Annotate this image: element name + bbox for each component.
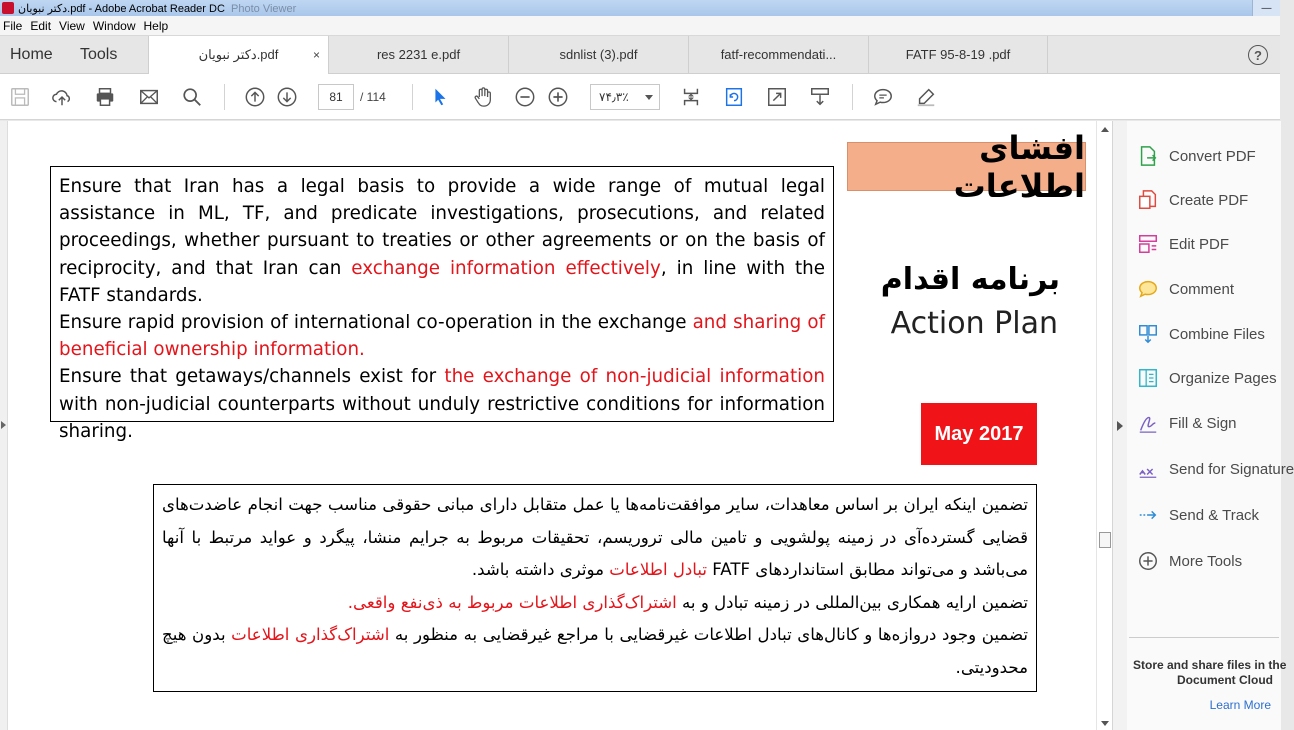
zoom-out-icon[interactable] <box>513 85 537 109</box>
doc-tab-label: res 2231 e.pdf <box>376 47 461 62</box>
previous-page-icon[interactable] <box>243 85 267 109</box>
full-screen-icon[interactable] <box>765 85 789 109</box>
chevron-down-icon <box>645 95 653 100</box>
rotate-page-icon[interactable] <box>722 85 746 109</box>
tool-organize-pages[interactable]: Organize Pages <box>1137 365 1277 391</box>
toolbar-divider <box>412 84 413 110</box>
tool-create-pdf[interactable]: Create PDF <box>1137 187 1248 213</box>
highlight-pen-icon[interactable] <box>914 85 938 109</box>
acrobat-app-icon <box>2 2 14 14</box>
tools-pane-list <box>1127 121 1294 730</box>
learn-more-link[interactable]: Learn More <box>1209 698 1271 712</box>
scroll-up-icon[interactable] <box>1101 127 1109 132</box>
action-plan-persian: برنامه اقدام <box>880 262 1060 297</box>
create-pdf-icon <box>1137 189 1159 211</box>
persian-text-box <box>153 484 1037 692</box>
tool-convert-pdf[interactable]: Convert PDF <box>1137 143 1256 169</box>
action-plan-english: Action Plan <box>890 306 1058 341</box>
send-track-icon <box>1137 504 1159 526</box>
left-panel-toggle[interactable] <box>0 121 8 730</box>
tool-more-tools[interactable]: More Tools <box>1137 548 1242 574</box>
zoom-in-icon[interactable] <box>546 85 570 109</box>
menu-window[interactable]: Window <box>92 18 136 33</box>
toolbar-divider <box>852 84 853 110</box>
document-cloud-promo: Store and share files in the Document Cloud <box>1133 658 1287 687</box>
doc-tab-label: sdnlist (3).pdf <box>559 47 638 62</box>
menu-edit[interactable]: Edit <box>30 18 52 33</box>
home-tab[interactable]: Home <box>10 45 53 63</box>
more-tools-icon <box>1137 550 1159 572</box>
doc-tab[interactable] <box>688 36 868 73</box>
scroll-thumb[interactable] <box>1099 532 1111 548</box>
scroll-mode-icon[interactable] <box>808 85 832 109</box>
doc-tab-label: fatf-recommendati... <box>720 47 837 62</box>
vertical-scrollbar[interactable] <box>1096 121 1112 730</box>
zoom-value: ۷۴٫۳٪ <box>599 90 629 104</box>
paragraph: تضمین اینکه ایران بر اساس معاهدات، سایر موافقت‌نامه‌ها یا عمل متقابل دارای مبانی حقوقی مناسب جهت انجام عاضدت‌های قضایی گسترده‌آی در زمینه پولشویی و تامین مالی تروریسم، تحقیقات مربوط به جرایم منشا، پیگرد و عواید مرتبط با آنها می‌باشد و می‌تواند مطابق استانداردهای FATF تبادل اطلاعات موثری داشته باشد. <box>162 495 1028 580</box>
fit-page-icon[interactable] <box>679 85 703 109</box>
doc-tab-label: FATF 95-8-19 .pdf <box>905 47 1011 62</box>
comment-bubble-icon[interactable] <box>871 85 895 109</box>
zoom-select[interactable] <box>590 84 660 110</box>
collapse-pane-icon[interactable] <box>1117 421 1123 431</box>
tool-send-for-signature[interactable]: Send for Signature <box>1137 456 1294 482</box>
print-icon[interactable] <box>93 85 117 109</box>
tool-send-track[interactable]: Send & Track <box>1137 502 1259 528</box>
doc-tab[interactable] <box>508 36 688 73</box>
doc-tab-active[interactable] <box>148 36 328 75</box>
paragraph: Ensure that Iran has a legal basis to provide a wide range of mutual legal assistance in ML, TF, and predicate investigations, prosecutions, and related proceedings, whether pursuant to treaties or other agreements or on the basis of reciprocity, and that Iran can exchange information effectively, in line with the FATF standards. <box>59 176 826 306</box>
tool-edit-pdf[interactable]: Edit PDF <box>1137 231 1229 257</box>
combine-files-icon <box>1137 323 1159 345</box>
pane-divider <box>1129 637 1279 638</box>
toolbar-divider <box>224 84 225 110</box>
send-for-signature-icon <box>1137 458 1159 480</box>
doc-tab[interactable] <box>328 36 508 73</box>
paragraph: Ensure that getaways/channels exist for the exchange of non-judicial information with non-judicial counterparts without unduly restrictive conditions for information sharing. <box>59 366 825 442</box>
hand-tool-icon[interactable] <box>471 85 495 109</box>
menu-bar <box>0 16 1280 36</box>
close-tab-icon[interactable]: × <box>312 48 320 62</box>
tool-fill-sign[interactable]: Fill & Sign <box>1137 410 1237 436</box>
expand-left-icon <box>1 421 6 429</box>
organize-pages-icon <box>1137 367 1159 389</box>
paragraph: Ensure rapid provision of international co-operation in the exchange and sharing of beneficial ownership information. <box>59 312 825 361</box>
edit-pdf-icon <box>1137 233 1159 255</box>
save-icon[interactable] <box>8 85 32 109</box>
window-title: دکتر نبویان.pdf - Adobe Acrobat Reader DC Photo Viewer <box>18 2 297 15</box>
scroll-down-icon[interactable] <box>1101 721 1109 726</box>
paragraph: تضمین ارایه همکاری بین‌المللی در زمینه تبادل و به اشتراک‌گذاری اطلاعات مربوط به ذی‌نفع واقعی. <box>347 592 1028 612</box>
title-bar <box>0 0 1280 16</box>
page-number-input[interactable]: 81 <box>318 84 354 110</box>
paragraph: تضمین وجود دروازه‌ها و کانال‌های تبادل اطلاعات غیرقضایی با مراجع غیرقضایی به منظور به اشتراک‌گذاری اطلاعات بدون هیچ محدودیتی. <box>162 625 1028 677</box>
tool-combine-files[interactable]: Combine Files <box>1137 321 1265 347</box>
date-badge: May 2017 <box>921 403 1037 465</box>
tools-pane <box>1112 121 1294 730</box>
tool-comment[interactable]: Comment <box>1137 276 1234 302</box>
tools-tab[interactable]: Tools <box>80 45 118 63</box>
english-text-box <box>50 166 834 442</box>
doc-tab[interactable] <box>868 36 1048 73</box>
menu-file[interactable]: File <box>3 18 23 33</box>
doc-tab-label: دکتر نبویان.pdf <box>198 47 279 62</box>
help-icon[interactable]: ? <box>1248 45 1268 65</box>
comment-icon <box>1137 278 1159 300</box>
select-cursor-icon[interactable] <box>428 85 452 109</box>
convert-pdf-icon <box>1137 145 1159 167</box>
window-controls <box>1252 0 1280 16</box>
page-total: / 114 <box>360 90 386 104</box>
tab-bar <box>0 36 1280 74</box>
upload-cloud-icon[interactable] <box>50 85 74 109</box>
fill-sign-icon <box>1137 412 1159 434</box>
menu-view[interactable]: View <box>59 18 85 33</box>
menu-help[interactable]: Help <box>143 18 169 33</box>
next-page-icon[interactable] <box>275 85 299 109</box>
search-icon[interactable] <box>180 85 204 109</box>
banner-title: افشای اطلاعات <box>847 142 1086 191</box>
email-icon[interactable] <box>137 85 161 109</box>
minimize-button[interactable]: — <box>1252 0 1280 16</box>
